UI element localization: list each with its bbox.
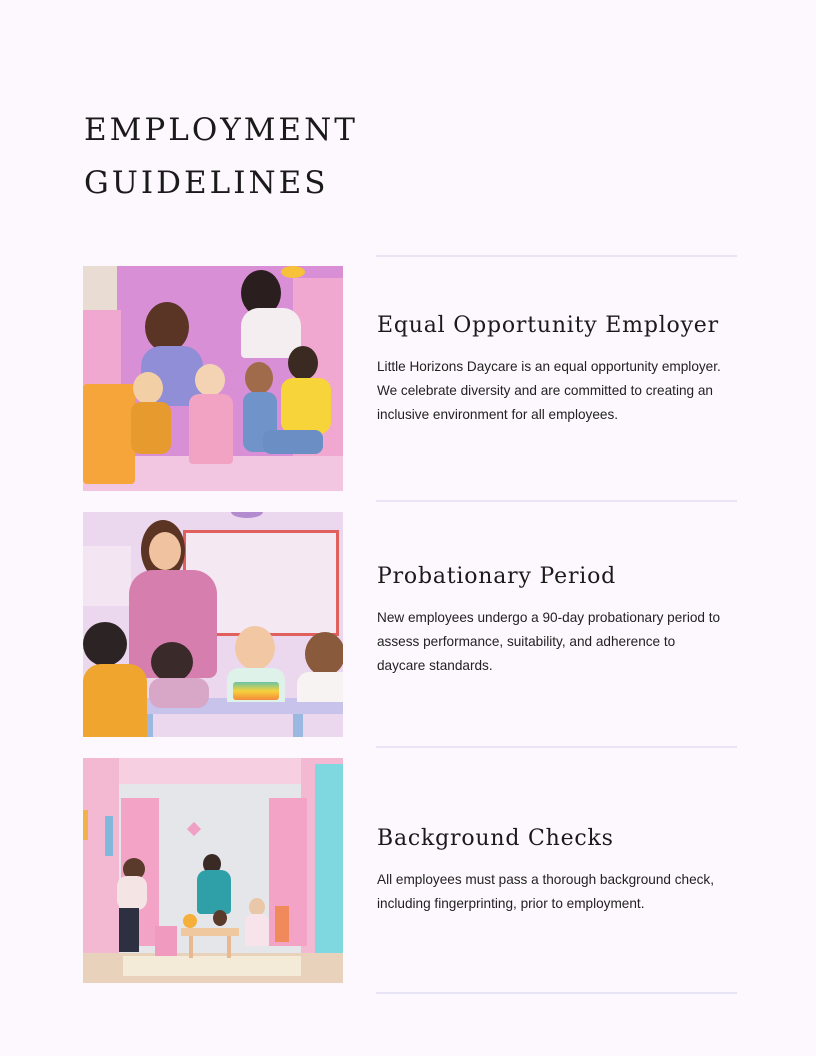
equal-opportunity-photo [83,266,343,491]
page-title [84,104,358,210]
divider [376,992,737,994]
section-heading: Background Checks [377,826,614,851]
section-heading: Equal Opportunity Employer [377,313,719,338]
divider [376,746,737,748]
section-equal-opportunity [377,311,727,427]
page-title-line-2: GUIDELINES [84,165,329,201]
section-heading: Probationary Period [377,564,617,589]
section-body: New employees undergo a 90-day probationary period to assess performance, suitability, and adherence to daycare standards. [377,610,721,673]
page-title-line-1: EMPLOYMENT [84,112,358,148]
probationary-period-photo [83,512,343,737]
section-body: All employees must pass a thorough background check, including fingerprinting, prior to employment. [377,872,715,911]
divider [376,255,737,257]
section-probationary-period [377,562,727,678]
divider [376,500,737,502]
section-body: Little Horizons Daycare is an equal opportunity employer. We celebrate diversity and are committed to creating an inclusive environment for all employees. [377,359,721,422]
section-background-checks [377,824,727,916]
background-checks-photo [83,758,343,983]
